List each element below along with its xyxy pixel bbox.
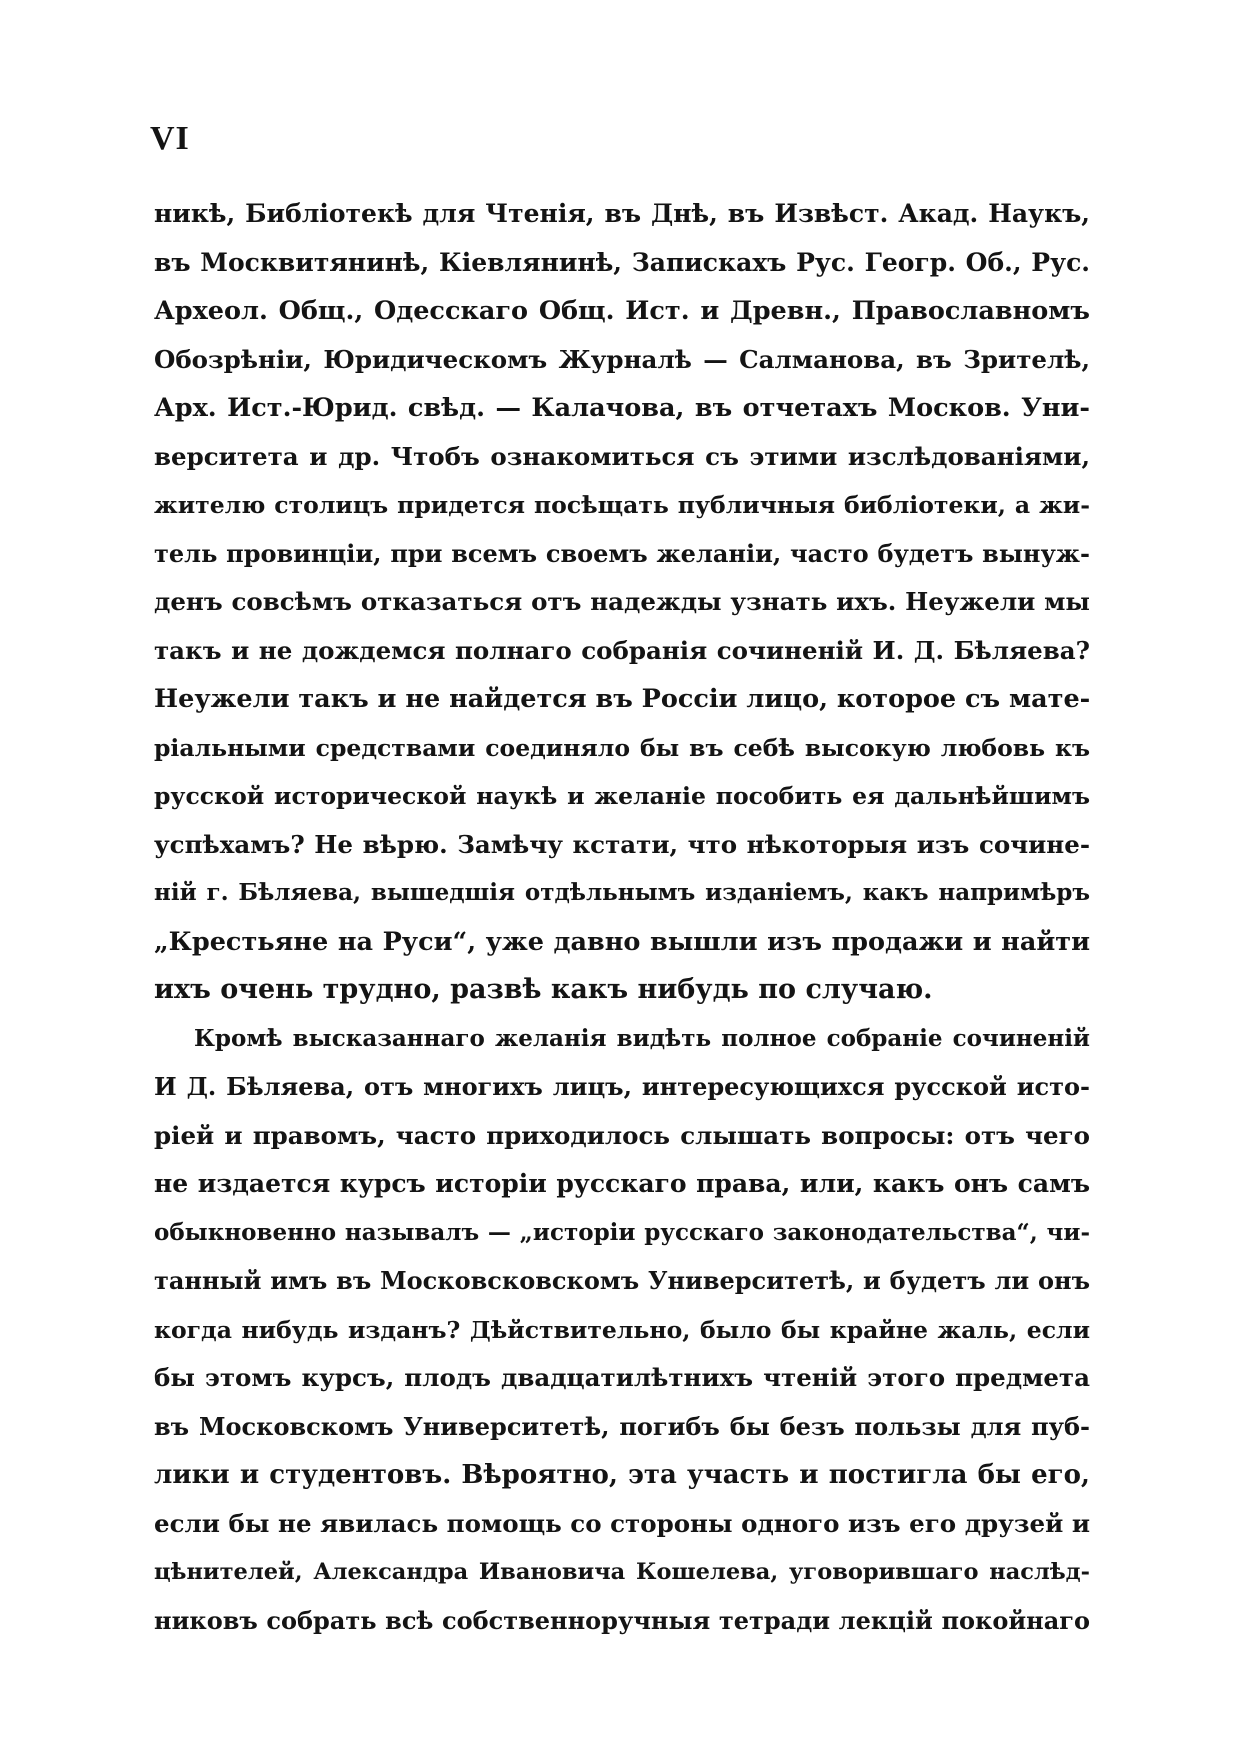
text-line: въ Москвитянинѣ, Кіевлянинѣ, Запискахъ Рус. Геогр. Об., Рус.	[154, 247, 1090, 277]
text-line: когда нибудь изданъ? Дѣйствительно, было бы крайне жаль, если	[154, 1315, 1090, 1344]
text-line: Обозрѣніи, Юридическомъ Журналѣ — Салманова, въ Зрителѣ,	[154, 344, 1090, 374]
text-line: ній г. Бѣляева, вышедшія отдѣльнымъ изданіемъ, какъ напримѣръ	[154, 879, 1090, 906]
text-line: никѣ, Библіотекѣ для Чтенія, въ Днѣ, въ Извѣст. Акад. Наукъ,	[154, 199, 1090, 228]
text-line: Кромѣ высказаннаго желанія видѣть полное собраніе сочиненій	[194, 1024, 1090, 1052]
text-line: Неужели такъ и не найдется въ Россіи лицо, которое съ мате-	[154, 684, 1091, 714]
text-line: Археол. Общ., Одесскаго Общ. Ист. и Древн., Православномъ	[154, 296, 1090, 326]
text-line: „Крестьяне на Руси“, уже давно вышли изъ продажи и найти	[154, 926, 1090, 957]
text-line: никовъ собрать всѣ собственноручныя тетради лекцій покойнаго	[154, 1605, 1090, 1635]
text-line: успѣхамъ? Не вѣрю. Замѣчу кстати, что нѣкоторыя изъ сочине-	[154, 829, 1090, 859]
text-line: если бы не явилась помощь со стороны одного изъ его друзей и	[154, 1508, 1090, 1538]
text-line: ріальными средствами соединяло бы въ себѣ высокую любовь къ	[154, 733, 1090, 762]
text-line: ихъ очень трудно, развѣ какъ нибудь по случаю.	[154, 974, 933, 1005]
text-line: верситета и др. Чтобъ ознакомиться съ этими изслѣдованіями,	[154, 441, 1090, 471]
text-line: бы этомъ курсъ, плодъ двадцатилѣтнихъ чтеній этого предмета	[154, 1363, 1090, 1392]
text-line: ріей и правомъ, часто приходилось слышать вопросы: отъ чего	[154, 1120, 1090, 1150]
text-line: лики и студентовъ. Вѣроятно, эта участь и постигла бы его,	[154, 1460, 1090, 1490]
body-text	[154, 190, 1090, 1645]
paragraph-1	[154, 190, 1090, 1015]
text-line: денъ совсѣмъ отказаться отъ надежды узнать ихъ. Неужели мы	[154, 587, 1090, 616]
text-line: такъ и не дождемся полнаго собранія сочиненій И. Д. Бѣляева?	[154, 635, 1090, 665]
text-line: тель провинціи, при всемъ своемъ желаніи, часто будетъ вынуж-	[154, 538, 1090, 568]
text-line: цѣнителей, Александра Ивановича Кошелева, уговорившаго наслѣд-	[154, 1559, 1090, 1585]
text-line: И Д. Бѣляева, отъ многихъ лицъ, интересующихся русской исто-	[154, 1072, 1090, 1101]
paragraph-2	[154, 1015, 1090, 1646]
text-line: русской исторической наукѣ и желаніе пособить ея дальнѣйшимъ	[154, 782, 1090, 810]
text-line: танный имъ въ Московсковскомъ Университетѣ, и будетъ ли онъ	[154, 1266, 1090, 1295]
text-line: жителю столицъ придется посѣщать публичныя библіотеки, а жи-	[154, 491, 1090, 519]
text-line: въ Московскомъ Университетѣ, погибъ бы безъ пользы для пуб-	[154, 1411, 1090, 1441]
text-line: не издается курсъ исторіи русскаго права, или, какъ онъ самъ	[154, 1169, 1090, 1198]
text-line: Арх. Ист.-Юрид. свѣд. — Калачова, въ отчетахъ Москов. Уни-	[154, 393, 1090, 423]
text-line: обыкновенно называлъ — „исторіи русскаго законодательства“, чи-	[154, 1218, 1090, 1246]
page-number: VI	[150, 120, 190, 157]
